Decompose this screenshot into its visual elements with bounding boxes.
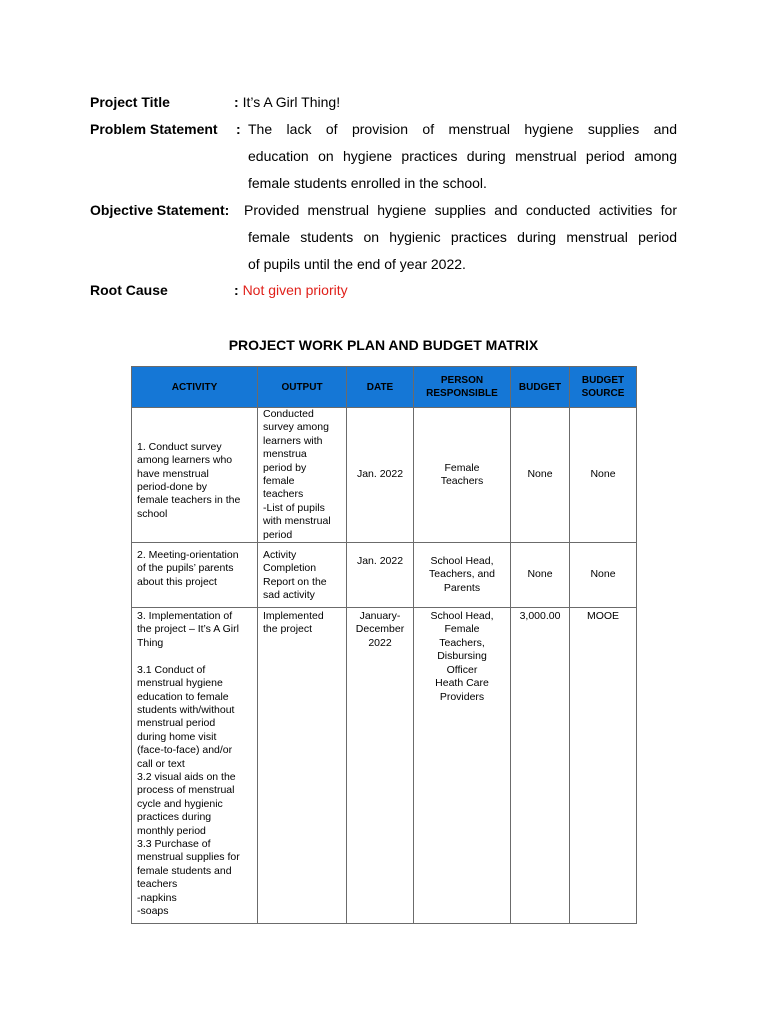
objective-statement-label: Objective Statement:	[90, 202, 230, 218]
row-2-person: School Head, Teachers, and Parents	[414, 543, 511, 608]
objective-statement	[90, 202, 678, 282]
row-3-person: School Head, Female Teachers, Disbursing Officer Heath Care Providers	[414, 608, 511, 924]
header-budget: BUDGET	[511, 367, 570, 408]
header-activity: ACTIVITY	[132, 367, 258, 408]
table-title: PROJECT WORK PLAN AND BUDGET MATRIX	[228, 337, 539, 353]
row-1-person: Female Teachers	[414, 408, 511, 543]
root-cause-colon: :	[234, 282, 239, 298]
row-1-activity: 1. Conduct survey among learners who have menstrual period-done by female teachers in the school	[132, 408, 258, 543]
problem-statement-line-1: The lack of provision of menstrual hygiene supplies and	[248, 121, 677, 137]
row-3-output: Implemented the project	[258, 608, 347, 924]
problem-statement-line-2: education on hygiene practices during menstrual period among	[248, 148, 677, 164]
project-title-row	[90, 94, 678, 114]
header-budget-source: BUDGET SOURCE	[570, 367, 637, 408]
table-row	[132, 408, 637, 543]
row-1-output: Conducted survey among learners with menstrua period by female teachers -List of pupils with menstrual period	[258, 408, 347, 543]
table-header-row	[132, 367, 637, 408]
table-row	[132, 608, 637, 924]
row-2-source: None	[570, 543, 637, 608]
row-1-budget: None	[511, 408, 570, 543]
header-date: DATE	[347, 367, 414, 408]
project-title-colon: :	[234, 94, 239, 110]
table-row	[132, 543, 637, 608]
row-2-output: Activity Completion Report on the sad activity	[258, 543, 347, 608]
problem-statement-line-3: female students enrolled in the school.	[248, 175, 487, 191]
header-person-responsible: PERSON RESPONSIBLE	[414, 367, 511, 408]
problem-statement	[90, 121, 678, 201]
project-title-value: It’s A Girl Thing!	[242, 94, 341, 110]
root-cause-value: Not given priority	[242, 282, 348, 298]
row-2-activity: 2. Meeting-orientation of the pupils’ parents about this project	[132, 543, 258, 608]
budget-matrix-table	[131, 366, 637, 924]
problem-statement-label: Problem Statement	[90, 121, 218, 137]
row-3-budget: 3,000.00	[511, 608, 570, 924]
row-1-date: Jan. 2022	[347, 408, 414, 543]
row-3-source: MOOE	[570, 608, 637, 924]
root-cause-row	[90, 282, 678, 302]
row-3-activity: 3. Implementation of the project – It’s A Girl Thing 3.1 Conduct of menstrual hygiene education to female students with/without menstrual period during home visit (face-to-face) and/or call or text 3.2 visual aids on the process of menstrual cycle and hygienic practices during monthly period 3.3 Purchase of menstrual supplies for female students and teachers -napkins -soaps	[132, 608, 258, 924]
root-cause-label: Root Cause	[90, 282, 168, 298]
objective-statement-line-1: Provided menstrual hygiene supplies and conducted activities for	[244, 202, 677, 218]
problem-statement-colon: :	[236, 121, 241, 137]
row-3-date: January- December 2022	[347, 608, 414, 924]
row-2-budget: None	[511, 543, 570, 608]
project-title-label: Project Title	[90, 94, 170, 110]
objective-statement-line-2: female students on hygienic practices during menstrual period	[248, 229, 677, 245]
row-1-source: None	[570, 408, 637, 543]
header-output: OUTPUT	[258, 367, 347, 408]
objective-statement-line-3: of pupils until the end of year 2022.	[248, 256, 466, 272]
row-2-date: Jan. 2022	[347, 543, 414, 608]
